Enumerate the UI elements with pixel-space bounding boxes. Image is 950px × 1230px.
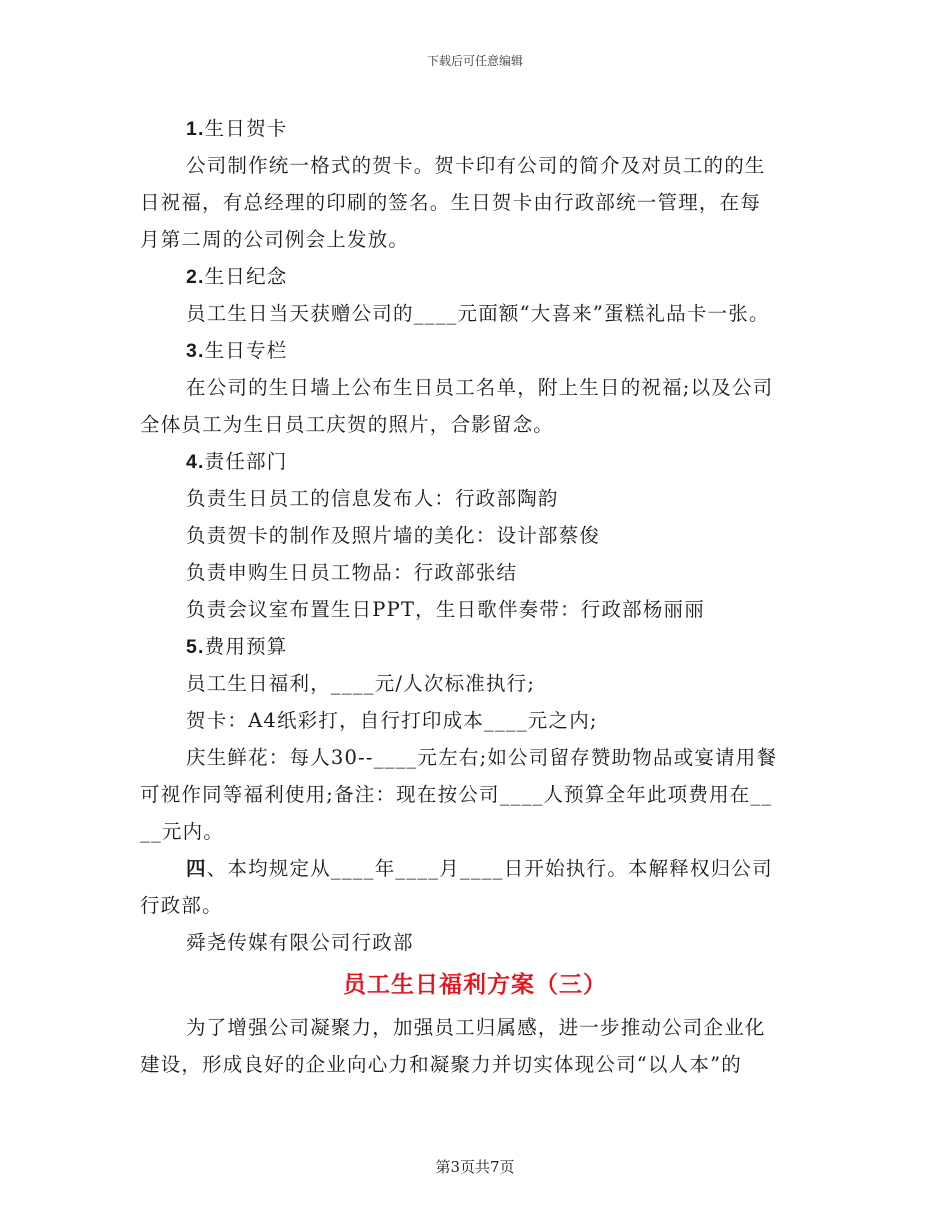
section-number: 1. bbox=[186, 118, 205, 140]
section-title: 生日专栏 bbox=[204, 339, 288, 362]
paragraph-line: 公司制作统一格式的贺卡。贺卡印有公司的简介及对员工的的生 bbox=[186, 154, 766, 177]
paragraph-line: 负责会议室布置生日PPT，生日歌伴奏带：行政部杨丽丽 bbox=[186, 598, 705, 621]
section-title: 费用预算 bbox=[204, 635, 288, 658]
clause-label: 四 bbox=[186, 857, 207, 880]
document-body bbox=[140, 110, 810, 1083]
section-title: 生日贺卡 bbox=[204, 117, 288, 140]
paragraph-line: 行政部。 bbox=[140, 894, 223, 917]
paragraph-line: 负责生日员工的信息发布人：行政部陶韵 bbox=[186, 487, 559, 510]
section-heading-1 bbox=[140, 110, 810, 147]
paragraph-line: 员工生日当天获赠公司的____元面额“大喜来”蛋糕礼品卡一张。 bbox=[186, 302, 770, 325]
clause-text: 、本均规定从____年____月____日开始执行。本解释权归公司 bbox=[206, 857, 773, 880]
paragraph-line: 负责贺卡的制作及照片墙的美化：设计部蔡俊 bbox=[186, 524, 601, 547]
section-heading-3 bbox=[140, 332, 810, 369]
section-number: 4. bbox=[186, 451, 205, 473]
paragraph-line: 全体员工为生日员工庆贺的照片，合影留念。 bbox=[140, 413, 555, 436]
section-title: 生日纪念 bbox=[204, 265, 288, 288]
section-heading-4 bbox=[140, 443, 810, 480]
paragraph-line: __元内。 bbox=[140, 820, 225, 843]
clause-four bbox=[140, 850, 810, 887]
section-number: 5. bbox=[186, 636, 205, 658]
paragraph-line: 为了增强公司凝聚力，加强员工归属感，进一步推动公司企业化 bbox=[186, 1016, 766, 1039]
paragraph-line: 建设，形成良好的企业向心力和凝聚力并切实体现公司“以人本”的 bbox=[140, 1053, 742, 1076]
paragraph-line: 负责申购生日员工物品：行政部张结 bbox=[186, 561, 518, 584]
paragraph-line: 贺卡：A4纸彩打，自行打印成本____元之内; bbox=[186, 709, 598, 732]
signature: 舜尧传媒有限公司行政部 bbox=[186, 931, 414, 954]
section-heading-2 bbox=[140, 258, 810, 295]
page-header: 下载后可任意编辑 bbox=[426, 54, 523, 68]
paragraph-line: 在公司的生日墙上公布生日员工名单，附上生日的祝福;以及公司 bbox=[186, 376, 774, 399]
document-title: 员工生日福利方案（三） bbox=[343, 972, 607, 998]
paragraph-line: 可视作同等福利使用;备注：现在按公司____人预算全年此项费用在__ bbox=[140, 783, 773, 806]
section-heading-5 bbox=[140, 628, 810, 665]
paragraph-line: 日祝福，有总经理的印刷的签名。生日贺卡由行政部统一管理，在每 bbox=[140, 191, 762, 214]
section-title: 责任部门 bbox=[204, 450, 288, 473]
section-number: 3. bbox=[186, 340, 205, 362]
section-number: 2. bbox=[186, 266, 205, 288]
page-footer: 第3页共7页 bbox=[435, 1158, 515, 1176]
paragraph-line: 月第二周的公司例会上发放。 bbox=[140, 228, 410, 251]
paragraph-line: 员工生日福利，____元/人次标准执行; bbox=[186, 672, 536, 695]
paragraph-line: 庆生鲜花：每人30--____元左右;如公司留存赞助物品或宴请用餐 bbox=[186, 746, 778, 769]
